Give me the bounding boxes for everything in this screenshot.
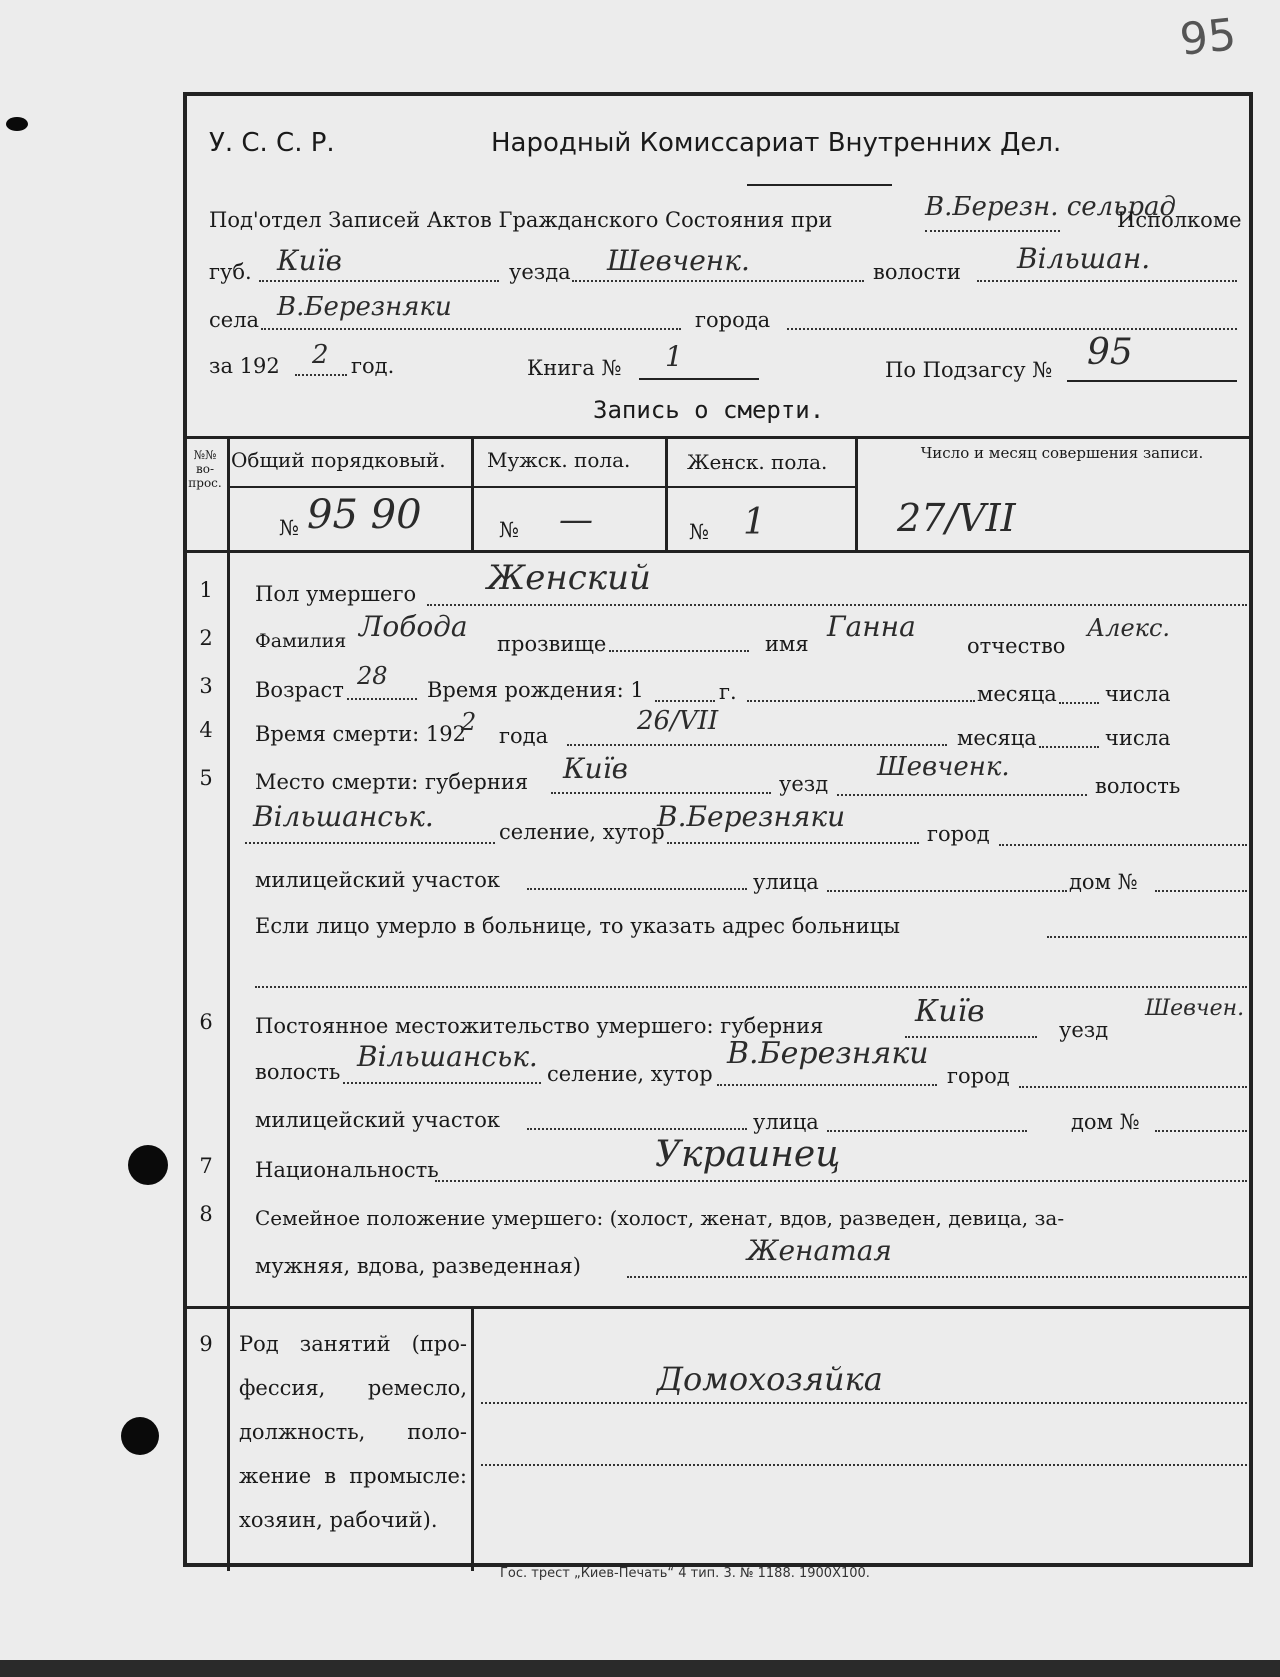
r2-surname-value: Лобода xyxy=(359,610,468,643)
punch-hole-top xyxy=(6,117,28,131)
gorod-label: города xyxy=(695,308,771,332)
r4-year-value: 2 xyxy=(461,708,477,736)
r2-name-label: имя xyxy=(765,632,809,656)
podzags-label: По Подзагсу № xyxy=(885,358,1053,382)
r6c-militia-label: милицейский участок xyxy=(255,1108,501,1132)
r9-label: Род занятий (про- фессия, ремесло, должность, поло- жение в промысле: хозяин, рабочий). xyxy=(239,1332,467,1532)
selo-value: В.Березняки xyxy=(277,292,452,322)
r3-month-label: месяца xyxy=(977,682,1057,706)
r3-birth-label: Время рождения: 1 xyxy=(427,678,644,702)
r1-label: Пол умершего xyxy=(255,582,417,606)
col-general-value: 95 90 xyxy=(307,492,422,538)
r6b-volost-value: Вільшанськ. xyxy=(357,1040,538,1073)
r3-age-label: Возраст xyxy=(255,678,344,702)
book-label: Книга № xyxy=(527,356,622,380)
row-8-number: 8 xyxy=(199,1202,213,1226)
r2-nickname-label: прозвище xyxy=(497,632,607,656)
col-female-no: № xyxy=(689,520,709,544)
r4-year-label: года xyxy=(499,724,549,748)
r3-year-label: г. xyxy=(719,680,737,704)
r5-gub-value: Київ xyxy=(563,752,628,785)
r4-day-label: числа xyxy=(1105,726,1171,750)
col-date-header: Число и месяц совершения записи. xyxy=(920,444,1204,462)
r2-patronymic-value: Алекс. xyxy=(1087,614,1171,642)
r1-value: Женский xyxy=(487,558,651,598)
ministry-title: Народный Комиссариат Внутренних Дел. xyxy=(491,128,1062,158)
title-underline xyxy=(747,184,892,186)
row-3-number: 3 xyxy=(199,674,213,698)
r2-surname-label: Фамилия xyxy=(255,630,347,652)
question-number-header: №№ во- прос. xyxy=(188,448,222,490)
year-suffix: год. xyxy=(351,354,395,378)
row-6-number: 6 xyxy=(199,1010,213,1034)
col-male-no: № xyxy=(499,518,519,542)
r2-name-value: Ганна xyxy=(827,610,916,643)
punch-hole-middle xyxy=(128,1145,168,1185)
gub-label: губ. xyxy=(209,260,252,284)
r5-volost-label: волость xyxy=(1095,774,1181,798)
selo-label: села xyxy=(209,308,260,332)
subdept-value: В.Березн. сельрад xyxy=(925,192,1177,222)
uezd-value: Шевченк. xyxy=(607,244,750,277)
r9-value: Домохозяйка xyxy=(657,1360,883,1398)
r5c-street-label: улица xyxy=(753,870,819,894)
r6c-street-label: улица xyxy=(753,1110,819,1134)
r5b-selenie-value: В.Березняки xyxy=(657,800,846,833)
r5d-hospital-label: Если лицо умерло в больнице, то указать адрес больницы xyxy=(255,914,900,938)
r8-label-cont: мужняя, вдова, разведенная) xyxy=(255,1254,581,1278)
r2-patronymic-label: отчество xyxy=(967,634,1066,658)
year-value: 2 xyxy=(312,340,329,370)
republic-label: У. С. С. Р. xyxy=(209,128,335,158)
r6-gub-value: Київ xyxy=(915,994,985,1029)
r6b-gorod-label: город xyxy=(947,1064,1010,1088)
r5c-militia-label: милицейский участок xyxy=(255,868,501,892)
subdept-label: Под'отдел Записей Актов Гражданского Состояния при xyxy=(209,208,833,232)
r6-label: Постоянное местожительство умершего: губерния xyxy=(255,1014,824,1038)
col-female-header: Женск. пола. xyxy=(687,450,828,474)
row-7-number: 7 xyxy=(199,1154,213,1178)
row-1-number: 1 xyxy=(199,578,213,602)
r4-label: Время смерти: 192 xyxy=(255,722,466,746)
r5-uezd-value: Шевченк. xyxy=(877,752,1010,782)
printer-footer: Гос. трест „Киев-Печать“ 4 тип. 3. № 1188. 1900Х100. xyxy=(500,1566,870,1581)
podzags-value: 95 xyxy=(1087,332,1133,373)
r5b-gorod-label: город xyxy=(927,822,990,846)
volost-label: волости xyxy=(873,260,961,284)
r4-date-value: 26/VII xyxy=(637,706,719,736)
row-5-number: 5 xyxy=(199,766,213,790)
r3-day-label: числа xyxy=(1105,682,1171,706)
r6-uezd-label: уезд xyxy=(1059,1018,1109,1042)
gub-value: Київ xyxy=(277,244,342,277)
col-male-value: — xyxy=(559,500,593,540)
book-value: 1 xyxy=(665,340,683,373)
col-date-value: 27/VII xyxy=(897,496,1016,540)
record-title: Запись о смерти. xyxy=(593,396,825,424)
r5c-house-label: дом № xyxy=(1069,870,1138,894)
r4-month-label: месяца xyxy=(957,726,1037,750)
year-label: за 192 xyxy=(209,354,280,378)
r5b-volost-value: Вільшанськ. xyxy=(253,800,434,833)
r3-age-value: 28 xyxy=(357,662,388,690)
death-record-form xyxy=(183,92,1253,1567)
col-general-no: № xyxy=(279,516,299,540)
r6c-house-label: дом № xyxy=(1071,1110,1140,1134)
r8-value: Женатая xyxy=(747,1234,892,1267)
scan-edge xyxy=(0,1660,1280,1677)
archive-page-number: 95 xyxy=(1177,9,1239,66)
punch-hole-lower xyxy=(121,1417,159,1455)
row-2-number: 2 xyxy=(199,626,213,650)
uezd-label: уезда xyxy=(509,260,571,284)
col-female-value: 1 xyxy=(743,502,766,543)
r7-label: Национальность xyxy=(255,1158,439,1182)
row-9-number: 9 xyxy=(199,1332,213,1356)
r8-label: Семейное положение умершего: (холост, женат, вдов, разведен, девица, за- xyxy=(255,1206,1065,1230)
subdept-suffix: Исполкоме xyxy=(1117,208,1242,232)
r6b-selenie-value: В.Березняки xyxy=(727,1036,929,1071)
r6-uezd-value: Шевчен. xyxy=(1145,996,1245,1021)
r7-value: Украинец xyxy=(655,1134,841,1175)
r5b-selenie-label: селение, хутор xyxy=(499,820,665,844)
r5-uezd-label: уезд xyxy=(779,772,829,796)
col-general-header: Общий порядковый. xyxy=(231,448,446,472)
r5-label: Место смерти: губерния xyxy=(255,770,529,794)
r6b-selenie-label: селение, хутор xyxy=(547,1062,713,1086)
row-4-number: 4 xyxy=(199,718,213,742)
volost-value: Вільшан. xyxy=(1017,242,1151,275)
r6b-volost-label: волость xyxy=(255,1060,341,1084)
col-male-header: Мужск. пола. xyxy=(487,448,631,472)
